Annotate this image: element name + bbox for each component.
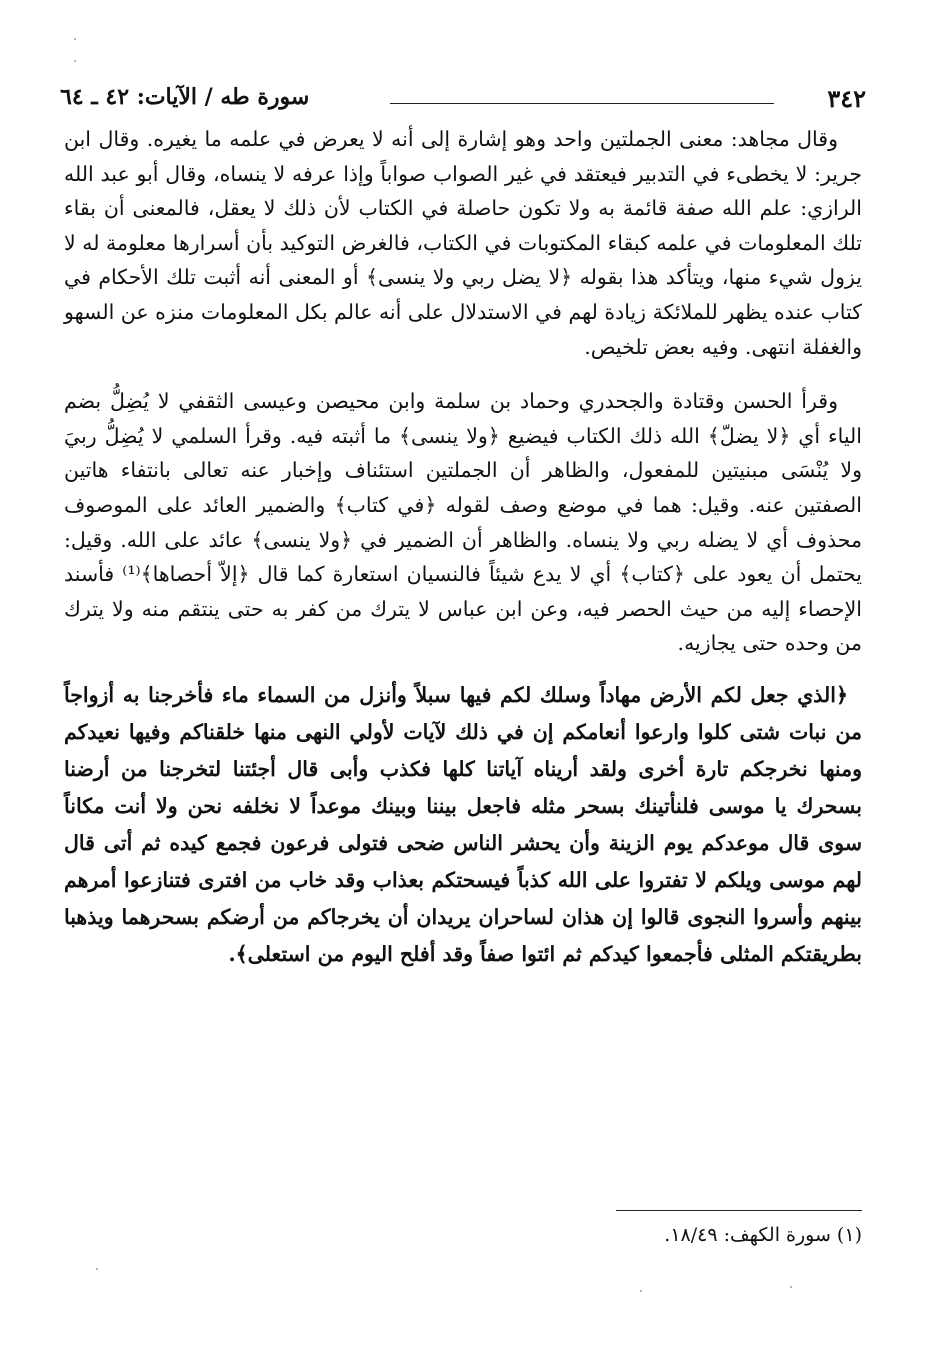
- page-header: [60, 84, 866, 120]
- paper-speck: [640, 1290, 642, 1292]
- commentary-paragraph: وقرأ الحسن وقتادة والجحدري وحماد بن سلمة وابن محيصن وعيسى الثقفي لا يُضِلُّ بضم الياء أي ﴿لا يضلّ﴾ الله ذلك الكتاب فيضيع ﴿ولا ينسى﴾ ما أثبته فيه. وقرأ السلمي لا يُضِلُّ ربيَ ولا يُنْسَى مبنيتين للمفعول، والظاهر أن الجملتين استئناف وإخبار عنه تعالى بانتفاء هاتين الصفتين عنه. وقيل: هما في موضع وصف لقوله ﴿في كتاب﴾ والضمير العائد على الموصوف محذوف أي لا يضله ربي ولا ينساه. والظاهر أن الضمير في ﴿ولا ينسى﴾ عائد على الله. وقيل: يحتمل أن يعود على ﴿كتاب﴾ أي لا يدع شيئاً فالنسيان استعارة كما قال ﴿إلاّ أحصاها﴾⁽¹⁾ فأسند الإحصاء إليه من حيث الحصر فيه، وعن ابن عباس لا يترك من كفر به حتى ينتقم منه ولا يترك من وحده حتى يجازيه.: [64, 389, 862, 656]
- footnote-rule: [616, 1210, 862, 1211]
- paper-speck: [790, 1286, 792, 1288]
- header-rule: [390, 103, 774, 104]
- paper-speck: [74, 60, 76, 62]
- main-text: [64, 122, 862, 973]
- paper-speck: [96, 1268, 98, 1270]
- quran-verse-block: ﴿الذي جعل لكم الأرض مهاداً وسلك لكم فيها سبلاً وأنزل من السماء ماء فأخرجنا به أزواجاً من نبات شتى كلوا وارعوا أنعامكم إن في ذلك لآيات لأولي النهى منها خلقناكم وفيها نعيدكم ومنها نخرجكم تارة أخرى ولقد أريناه آياتنا كلها فكذب وأبى قال أجئتنا لتخرجنا من أرضنا بسحرك يا موسى فلنأتينك بسحر مثله فاجعل بيننا وبينك موعداً لا نخلفه نحن ولا أنت مكاناً سوى قال موعدكم يوم الزينة وأن يحشر الناس ضحى فتولى فرعون فجمع كيده ثم أتى قال لهم موسى ويلكم لا تفتروا على الله كذباً فيسحتكم بعذاب وقد خاب من افترى فتنازعوا أمرهم بينهم وأسروا النجوى قالوا إن هذان لساحران يريدان أن يخرجاكم من أرضكم بسحرهما ويذهبا بطريقتكم المثلى فأجمعوا كيدكم ثم ائتوا صفاً وقد أفلح اليوم من استعلى﴾.: [64, 682, 862, 966]
- page-number: ٣٤٢: [827, 84, 866, 113]
- paper-speck: [74, 38, 76, 40]
- running-title: سورة طه / الآيات: ٤٢ ـ ٦٤: [60, 84, 310, 110]
- footnote: (١) سورة الكهف: ١٨/٤٩.: [664, 1224, 862, 1246]
- commentary-paragraph: وقال مجاهد: معنى الجملتين واحد وهو إشارة إلى أنه لا يعرض في علمه ما يغيره. وقال ابن جرير: لا يخطىء في التدبير فيعتقد في غير الصواب صواباً وإذا عرفه لا ينساه، وقال أبو عبد الله الرازي: علم الله صفة قائمة به ولا تكون حاصلة في الكتاب لأن ذلك لا يعقل، فالمعنى أن بقاء تلك المعلومات في علمه كبقاء المكتوبات في الكتاب، فالغرض التوكيد بأن أسرارها معلومة له لا يزول شيء منها، ويتأكد هذا بقوله ﴿لا يضل ربي ولا ينسى﴾ أو المعنى أنه أثبت تلك الأحكام في كتاب عنده يظهر للملائكة زيادة لهم في الاستدلال على أنه عالم بكل المعلومات منزه عن السهو والغفلة انتهى. وفيه بعض تلخيص.: [64, 127, 862, 359]
